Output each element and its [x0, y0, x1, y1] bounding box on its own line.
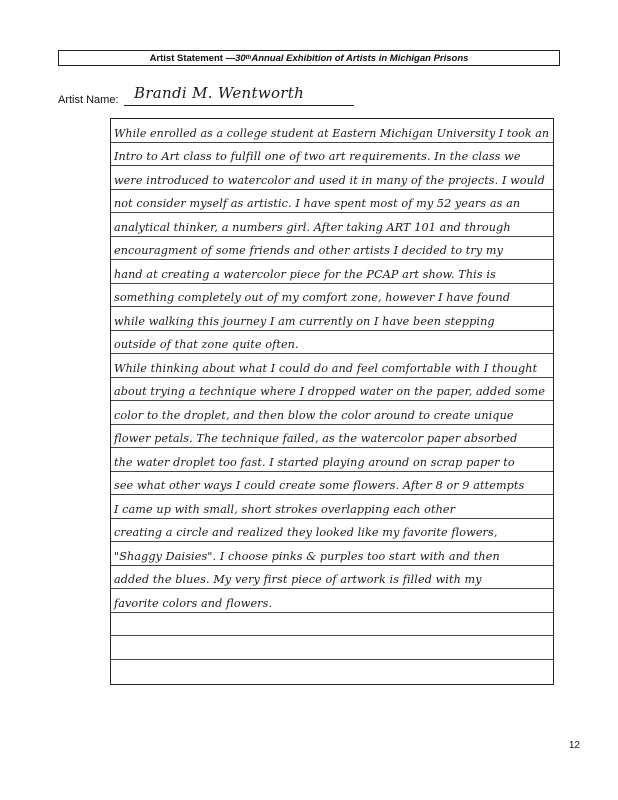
statement-line: [111, 213, 553, 237]
statement-line-text: added the blues. My very first piece of artwork is filled with my: [114, 573, 482, 586]
statement-line-text: analytical thinker, a numbers girl. After taking ART 101 and through: [114, 220, 511, 234]
statement-line-text: hand at creating a watercolor piece for the PCAP art show. This is: [114, 267, 496, 281]
statement-line: [111, 260, 553, 284]
statement-line: [111, 566, 553, 590]
artist-name-label: Artist Name:: [58, 94, 119, 106]
page-number: 12: [568, 740, 580, 751]
statement-line-text: the water droplet too fast. I started playing around on scrap paper to: [114, 455, 515, 469]
statement-line-text: While enrolled as a college student at Eastern Michigan University I took an: [114, 126, 550, 140]
statement-line-text: Intro to Art class to fulfill one of two art requirements. In the class we: [114, 150, 521, 163]
statement-line: [111, 143, 553, 167]
header-title-suffix: Annual Exhibition of Artists in Michigan Prisons: [251, 52, 469, 64]
statement-line-text: I came up with small, short strokes overlapping each other: [114, 502, 456, 516]
statement-line: [111, 401, 553, 425]
statement-lined-box: [110, 118, 554, 685]
statement-line: [111, 237, 553, 261]
statement-line: [111, 636, 553, 660]
statement-line: [111, 448, 553, 472]
statement-line: [111, 354, 553, 378]
statement-line-text: about trying a technique where I dropped water on the paper, added some: [114, 385, 546, 398]
statement-line: [111, 378, 553, 402]
statement-line-text: "Shaggy Daisies". I choose pinks & purples too start with and then: [114, 549, 500, 563]
statement-line-text: outside of that zone quite often.: [114, 338, 299, 351]
statement-line: [111, 425, 553, 449]
statement-line: [111, 284, 553, 308]
statement-line-text: favorite colors and flowers.: [114, 596, 273, 610]
statement-line: [111, 307, 553, 331]
statement-line-text: not consider myself as artistic. I have spent most of my 52 years as an: [114, 197, 521, 210]
statement-line: [111, 119, 553, 143]
statement-line-text: see what other ways I could create some flowers. After 8 or 9 attempts: [114, 479, 525, 492]
statement-line: [111, 542, 553, 566]
statement-line-text: were introduced to watercolor and used it in many of the projects. I would: [114, 173, 545, 187]
statement-line: [111, 589, 553, 613]
statement-line-text: creating a circle and realized they looked like my favorite flowers,: [114, 526, 498, 539]
statement-line: [111, 519, 553, 543]
statement-line-text: while walking this journey I am currently on I have been stepping: [114, 314, 495, 328]
header-title-prefix: Artist Statement —: [149, 52, 236, 64]
statement-line: [111, 613, 553, 637]
statement-line: [111, 166, 553, 190]
statement-header: Artist Statement — 30 th Annual Exhibition of Artists in Michigan Prisons: [58, 50, 560, 66]
statement-line-text: flower petals. The technique failed, as the watercolor paper absorbed: [114, 432, 518, 445]
statement-line-text: color to the droplet, and then blow the color around to create unique: [114, 408, 514, 422]
statement-line: [111, 495, 553, 519]
statement-line: [111, 190, 553, 214]
artist-name-underline: [124, 105, 354, 106]
statement-line: [111, 660, 553, 684]
statement-line: [111, 472, 553, 496]
header-edition-number: 30: [235, 52, 246, 64]
statement-line-text: encouragment of some friends and other artists I decided to try my: [114, 244, 504, 257]
statement-line-text: something completely out of my comfort zone, however I have found: [114, 291, 511, 304]
artist-name-value: Brandi M. Wentworth: [134, 84, 305, 102]
artist-name-row: [58, 86, 358, 106]
statement-line: [111, 331, 553, 355]
statement-line-text: While thinking about what I could do and feel comfortable with I thought: [114, 361, 538, 375]
